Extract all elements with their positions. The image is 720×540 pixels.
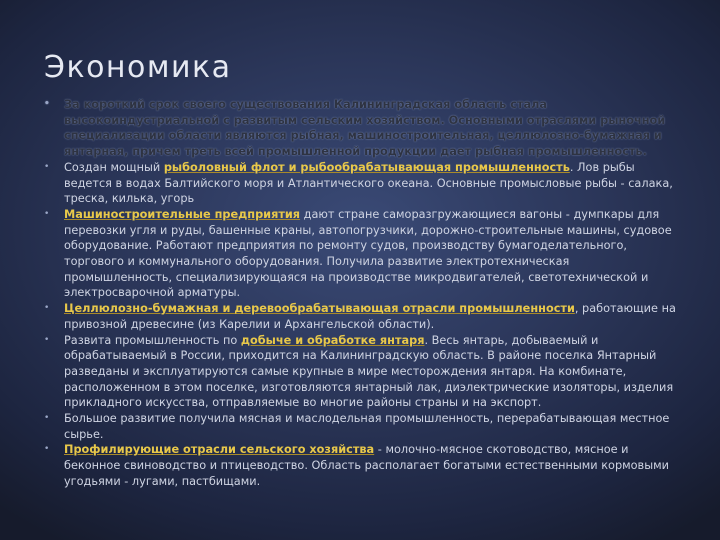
bullet-text: За короткий срок своего существования Калининградская область стала высокоиндустриальной с развитым сельским хозяйством. Основными отраслями рыночной специализации области являются рыбная, машиностроительная, целлюлозно-бумажная и янтарная, причем треть всей промышленной продукции дает рыбная промышленность. — [64, 98, 666, 159]
bullet-text: Развита промышленность по — [64, 333, 241, 347]
bullet-text: Большое развитие получила мясная и маслодельная промышленность, перерабатывающая местное сырье. — [64, 412, 670, 441]
bullet-marker: • — [44, 303, 50, 314]
highlighted-text: Целлюлозно-бумажная и деревообрабатывающая отрасли промышленности — [64, 302, 575, 316]
highlighted-text: рыболовный флот и рыбообрабатывающая промышленность — [163, 160, 570, 174]
slide-title: Экономика — [44, 50, 232, 85]
highlighted-text: Машиностроительные предприятия — [64, 207, 301, 221]
bullet-marker: • — [44, 413, 50, 424]
bullet-text: Создан мощный — [64, 160, 164, 174]
bullet-marker: • — [44, 444, 50, 455]
bullet-marker: • — [44, 99, 50, 109]
bullet-text: , работающие на привозной древесине (из Карелии и Архангельской области). — [64, 302, 676, 331]
bullet-text: дают стране саморазгружающиеся вагоны - думпкары для перевозки угля и руды, башенные краны, автопогрузчики, дорожно-строительные машины, судовое оборудование. Работают предприятия по ремонту судов, производству бумагоделательного, торгового и коммунального оборудования. Получила развитие электротехническая промышленность, специализирующаяся на производстве микродвигателей, светотехнической и электросварочной арматуры. — [64, 207, 672, 300]
bullet-text: - молочно-мясное скотоводство, мясное и беконное свиноводство и птицеводство. Область располагает богатыми естественными кормовыми угодьями - лугами, пастбищами. — [64, 443, 670, 488]
highlighted-text: добыче и обработке янтаря — [240, 333, 425, 347]
bullet-list — [44, 97, 676, 490]
bullet-text: . Лов рыбы ведется в водах Балтийского моря и Атлантического океана. Основные промысловые рыбы - салака, треска, килька, угорь — [64, 160, 673, 206]
bullet-item — [44, 97, 676, 160]
bullet-item — [44, 160, 676, 207]
bullet-marker: • — [44, 334, 50, 345]
bullet-item — [44, 333, 676, 412]
bullet-item — [44, 411, 676, 442]
bullet-item — [44, 301, 676, 332]
bullet-marker: • — [44, 161, 50, 172]
bullet-text: . Весь янтарь, добываемый и обрабатываемый в России, приходится на Калининградскую область. В районе поселка Янтарный разведаны и эксплуатируются самые крупные в мире месторождения янтаря. На комбинате, расположенном в этом поселке, изготовляются янтарный лак, диэлектрические изоляторы, изделия прикладного искусства, отправляемые во многие районы страны и на экспорт. — [64, 333, 674, 410]
highlighted-text: Профилирующие отрасли сельского хозяйства — [64, 443, 375, 457]
bullet-marker: • — [44, 208, 50, 219]
bullet-item — [44, 207, 676, 301]
bullet-item — [44, 442, 676, 489]
